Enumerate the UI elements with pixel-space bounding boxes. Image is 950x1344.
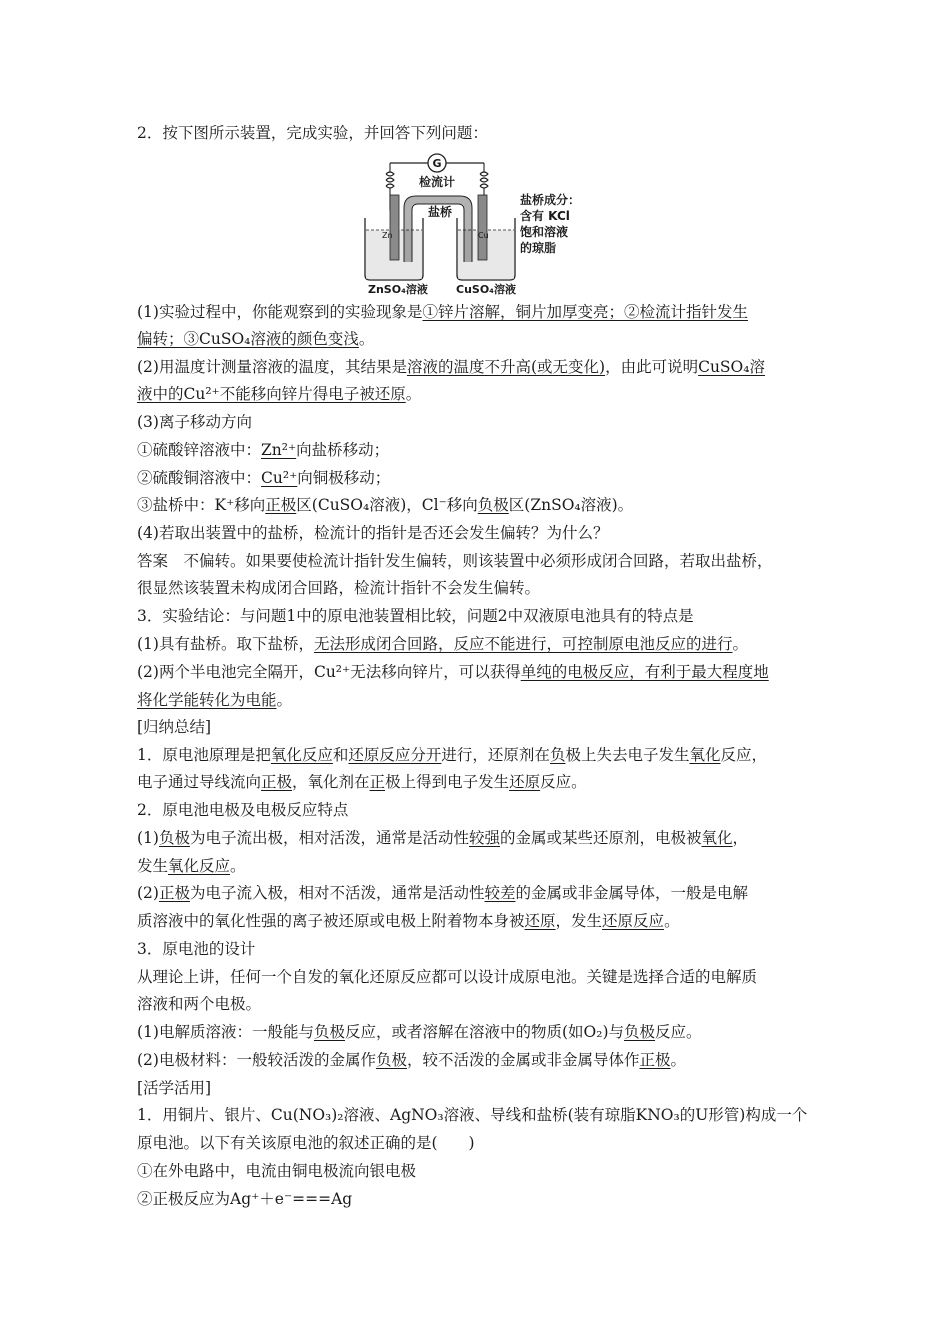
answer-line1: 答案 不偏转。如果要使检流计指针发生偏转，则该装置中必须形成闭合回路，若取出盐桥， [137,552,773,570]
q2-part3-item1: ①硫酸锌溶液中：Zn²⁺向盐桥移动； [137,441,390,459]
svg-text:的琼脂: 的琼脂 [520,241,557,255]
q2-part1-line2: 偏转；③CuSO₄溶液的颜色变浅。 [137,330,375,348]
summary-2-item2-line2: 质溶液中的氧化性强的离子被还原或电极上附着物本身被还原，发生还原反应。 [137,912,680,930]
q2-part2-line1: (2)用温度计测量溶液的温度，其结果是溶液的温度不升高(或无变化)，由此可说明CuSO₄溶 [137,358,765,376]
svg-text:盐桥成分：: 盐桥成分： [520,193,581,207]
summary-3-item1: (1)电解质溶液：一般能与负极反应，或者溶解在溶液中的物质(如O₂)与负极反应。 [137,1023,702,1041]
summary-heading: [归纳总结] [137,718,212,736]
zn-electrode [390,195,399,260]
q2-part4: (4)若取出装置中的盐桥，检流计的指针是否还会发生偏转？为什么？ [137,524,609,542]
q3-conclusion2-line2: 将化学能转化为电能。 [137,691,293,709]
svg-text:ZnSO₄溶液: ZnSO₄溶液 [368,283,428,295]
q2-part2-line2: 液中的Cu²⁺不能移向锌片得电子被还原。 [137,385,422,403]
summary-3-line1: 从理论上讲，任何一个自发的氧化还原反应都可以设计成原电池。关键是选择合适的电解质 [137,968,758,986]
q3-conclusion1: (1)具有盐桥。取下盐桥，无法形成闭合回路，反应不能进行，可控制原电池反应的进行。 [137,635,748,653]
summary-2-item1-line1: (1)负极为电子流出极，相对活泼，通常是活动性较强的金属或某些还原剂，电极被氧化， [137,829,749,847]
svg-text:Cu: Cu [478,231,489,240]
question-3-title: 3．实验结论：与问题1中的原电池装置相比较，问题2中双液原电池具有的特点是 [137,607,694,625]
svg-text:盐桥: 盐桥 [427,205,453,219]
svg-text:检流计: 检流计 [418,175,456,189]
summary-2-item2-line1: (2)正极为电子流入极，相对不活泼，通常是活动性较差的金属或非金属导体，一般是电解 [137,884,749,902]
summary-1-line1: 1．原电池原理是把氧化反应和还原反应分开进行，还原剂在负极上失去电子发生氧化反应， [137,746,767,764]
svg-text:Zn: Zn [382,231,393,240]
svg-text:含有 KCl: 含有 KCl [520,209,570,223]
answer-line2: 很显然该装置未构成闭合回路，检流计指针不会发生偏转。 [137,579,541,597]
summary-2-item1-line2: 发生氧化反应。 [137,857,246,875]
summary-2-title: 2．原电池电极及电极反应特点 [137,801,349,819]
summary-3-title: 3．原电池的设计 [137,940,256,958]
q2-part3-item2: ②硫酸铜溶液中：Cu²⁺向铜极移动； [137,469,391,487]
galvanic-cell-diagram [360,150,610,295]
svg-text:饱和溶液: 饱和溶液 [520,225,569,239]
practice-heading: [活学活用] [137,1079,212,1097]
q3-conclusion2-line1: (2)两个半电池完全隔开，Cu²⁺无法移向锌片，可以获得单纯的电极反应，有利于最大程度地 [137,663,769,681]
practice-q1-line2: 原电池。以下有关该原电池的叙述正确的是( ) [137,1134,475,1152]
summary-1-line2: 电子通过导线流向正极，氧化剂在正极上得到电子发生还原反应。 [137,773,587,791]
practice-q1-line1: 1．用铜片、银片、Cu(NO₃)₂溶液、AgNO₃溶液、导线和盐桥(装有琼脂KNO₃的U形管)构成一个 [137,1106,808,1124]
practice-option-2: ②正极反应为Ag⁺＋e⁻===Ag [137,1190,353,1208]
q2-part3-item3: ③盐桥中：K⁺移向正极区(CuSO₄溶液)，Cl⁻移向负极区(ZnSO₄溶液)。 [137,496,634,514]
summary-3-line2: 溶液和两个电极。 [137,995,262,1013]
q2-part1-line1: (1)实验过程中，你能观察到的实验现象是①锌片溶解，铜片加厚变亮；②检流计指针发生 [137,303,748,321]
svg-text:G: G [432,157,442,170]
q2-part3-title: (3)离子移动方向 [137,413,252,431]
svg-text:CuSO₄溶液: CuSO₄溶液 [456,283,516,295]
question-2-title: 2．按下图所示装置，完成实验，并回答下列问题： [137,124,488,142]
practice-option-1: ①在外电路中，电流由铜电极流向银电极 [137,1162,417,1180]
cu-electrode [478,195,487,260]
summary-3-item2: (2)电极材料：一般较活泼的金属作负极，较不活泼的金属或非金属导体作正极。 [137,1051,687,1069]
